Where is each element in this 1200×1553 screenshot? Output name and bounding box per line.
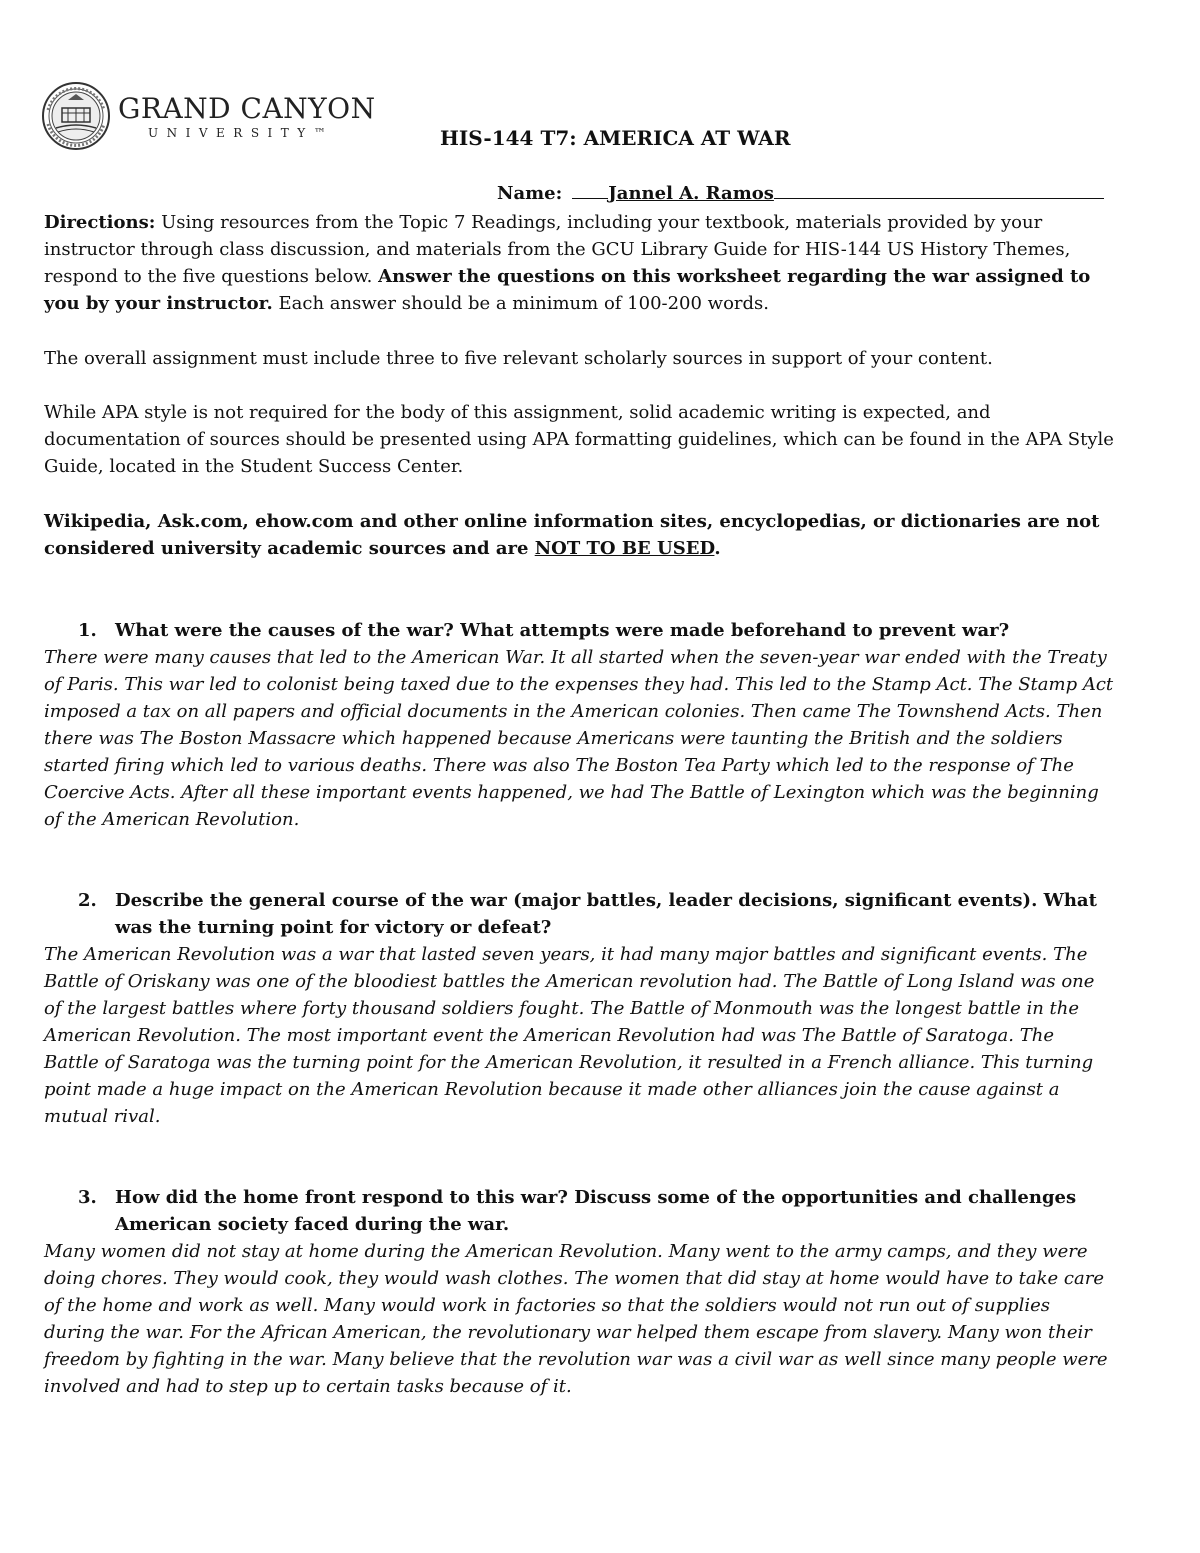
question-2-number: 2. bbox=[78, 890, 97, 911]
name-underline-lead bbox=[572, 180, 608, 199]
directions-text: Using resources from the Topic 7 Readings, including your textbook, materials provided by your instructor through class discussion, and materials from the GCU Library Guide for HIS-144 US History Themes, respond to the five questions below. bbox=[44, 212, 1071, 287]
name-value: Jannel A. Ramos bbox=[608, 183, 774, 204]
logo-wordmark-line1: GRAND CANYON bbox=[118, 92, 376, 125]
answer-1 bbox=[44, 644, 1114, 833]
sources-note-text: The overall assignment must include three to five relevant scholarly sources in support of your content. bbox=[44, 348, 993, 369]
directions-paragraph bbox=[44, 209, 1114, 317]
logo-wordmark-line2: UNIVERSITY™ bbox=[148, 126, 335, 140]
sources-note bbox=[44, 345, 1114, 372]
warning-end: . bbox=[714, 538, 721, 559]
answer-3-text: Many women did not stay at home during the American Revolution. Many went to the army camps, and they were doing chores. They would cook, they would wash clothes. The women that did stay at home would have to take care of the home and work as well. Many would work in factories so that the soldiers would not run out of supplies during the war. For the African American, the revolutionary war helped them escape from slavery. Many won their freedom by fighting in the war. Many believe that the revolution war was a civil war as well since many people were involved and had to step up to certain tasks because of it. bbox=[44, 1241, 1108, 1397]
question-1-number: 1. bbox=[78, 620, 97, 641]
page-title: HIS-144 T7: AMERICA AT WAR bbox=[440, 126, 791, 150]
directions-bold: Answer the questions on this worksheet regarding the war assigned to you by your instructor. bbox=[44, 266, 1091, 314]
directions-tail: Each answer should be a minimum of 100-200 words. bbox=[272, 293, 770, 314]
directions-label: Directions: bbox=[44, 212, 156, 233]
question-2-text: Describe the general course of the war (major battles, leader decisions, significant events). What was the turning point for victory or defeat? bbox=[115, 890, 1097, 938]
university-logo bbox=[42, 78, 376, 158]
name-field bbox=[497, 180, 1104, 204]
question-3-number: 3. bbox=[78, 1187, 97, 1208]
apa-note-text: While APA style is not required for the body of this assignment, solid academic writing is expected, and documentation of sources should be presented using APA formatting guidelines, which can be found in the APA Style Guide, located in the Student Success Center. bbox=[44, 402, 1114, 477]
question-1-text: What were the causes of the war? What attempts were made beforehand to prevent war? bbox=[115, 620, 1010, 641]
answer-2-text: The American Revolution was a war that lasted seven years, it had many major battles and significant events. The Battle of Oriskany was one of the bloodiest battles the American revolution had. The Battle of Long Island was one of the largest battles where forty thousand soldiers fought. The Battle of Monmouth was the longest battle in the American Revolution. The most important event the American Revolution had was The Battle of Saratoga. The Battle of Saratoga was the turning point for the American Revolution, it resulted in a French alliance. This turning point made a huge impact on the American Revolution because it made other alliances join the cause against a mutual rival. bbox=[44, 944, 1095, 1127]
university-seal-icon bbox=[42, 78, 112, 158]
sources-warning bbox=[44, 508, 1114, 562]
apa-note bbox=[44, 399, 1114, 480]
warning-underlined: NOT TO BE USED bbox=[534, 538, 715, 559]
warning-text: Wikipedia, Ask.com, ehow.com and other online information sites, encyclopedias, or dictionaries are not considered university academic sources and are bbox=[44, 511, 1100, 559]
name-underline-tail bbox=[774, 180, 1104, 199]
question-1 bbox=[44, 617, 1114, 644]
question-2 bbox=[44, 887, 1114, 941]
name-label: Name: bbox=[497, 183, 563, 204]
answer-1-text: There were many causes that led to the American War. It all started when the seven-year war ended with the Treaty of Paris. This war led to colonist being taxed due to the expenses they had. This led to the Stamp Act. The Stamp Act imposed a tax on all papers and official documents in the American colonies. Then came The Townshend Acts. Then there was The Boston Massacre which happened because Americans were taunting the British and the soldiers started firing which led to various deaths. There was also The Boston Tea Party which led to the response of The Coercive Acts. After all these important events happened, we had The Battle of Lexington which was the beginning of the American Revolution. bbox=[44, 647, 1114, 830]
logo-wordmark bbox=[118, 94, 376, 140]
answer-2 bbox=[44, 941, 1114, 1130]
answer-3 bbox=[44, 1238, 1114, 1400]
question-3 bbox=[44, 1184, 1114, 1238]
question-3-text: How did the home front respond to this war? Discuss some of the opportunities and challenges American society faced during the war. bbox=[115, 1187, 1077, 1235]
